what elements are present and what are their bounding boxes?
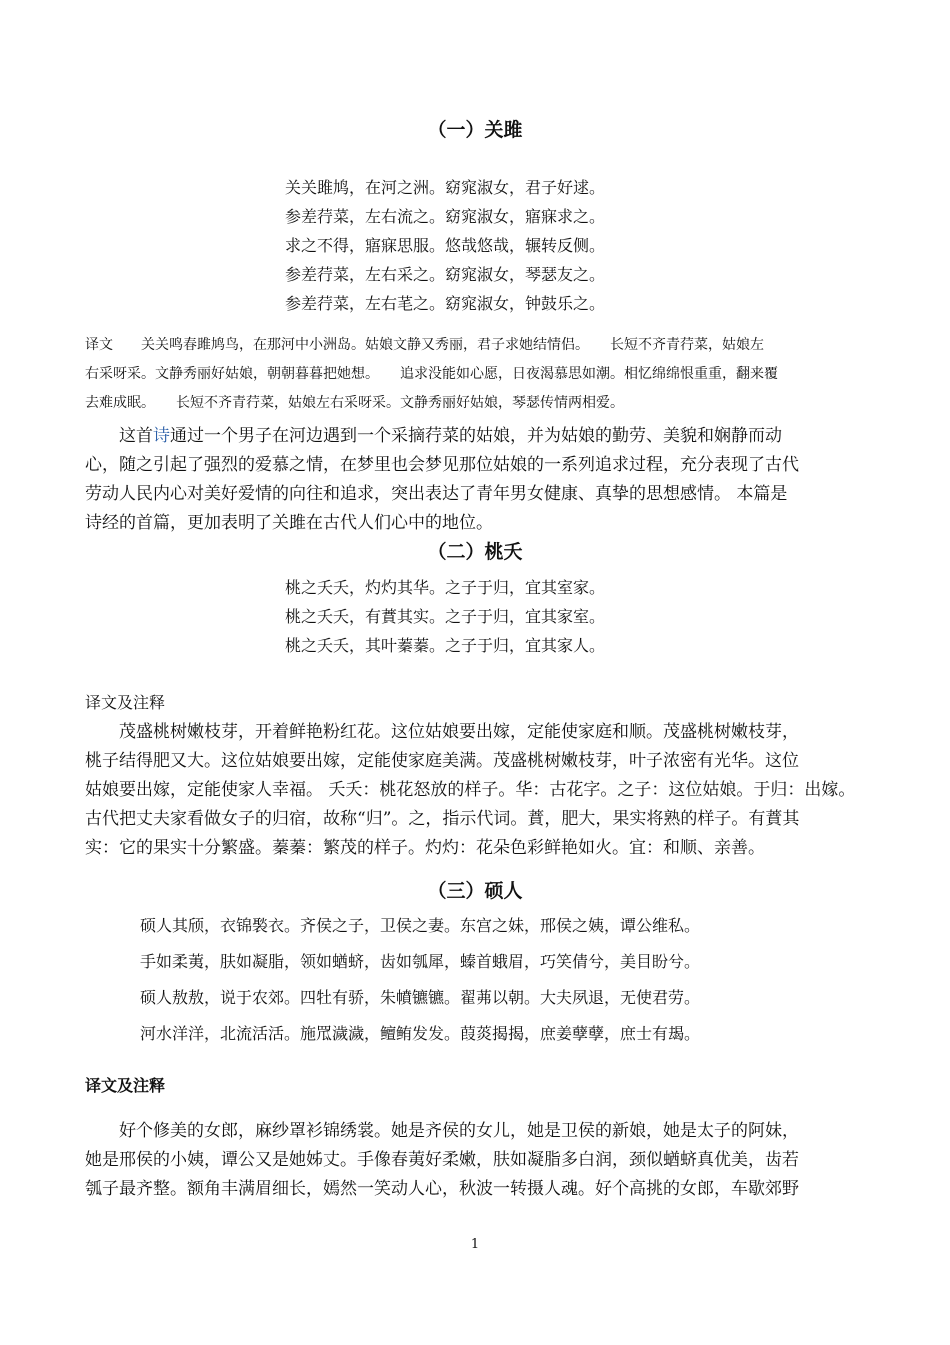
poem-line: 参差荇菜，左右流之。窈窕淑女，寤寐求之。 <box>285 207 606 226</box>
poem-line: 参差荇菜，左右芼之。窈窕淑女，钟鼓乐之。 <box>285 294 606 313</box>
section-title-shuoren: （三）硕人 <box>427 880 523 902</box>
notes-line: 实：它的果实十分繁盛。蓁蓁：繁茂的样子。灼灼：花朵色彩鲜艳如火。宜：和顺、亲善。 <box>85 838 765 858</box>
notes-line: 姑娘要出嫁，定能使家人幸福。 夭夭：桃花怒放的样子。华：古花字。之子：这位姑娘。于归：出嫁。 <box>85 780 856 800</box>
notes-line: 古代把丈夫家看做女子的归宿，故称“归”。之，指示代词。蕡，肥大，果实将熟的样子。有蕡其 <box>85 809 800 829</box>
poem-line: 桃之夭夭，灼灼其华。之子于归，宜其室家。 <box>285 578 606 597</box>
notes-line: 瓠子最齐整。额角丰满眉细长，嫣然一笑动人心，秋波一转摄人魂。好个高挑的女郎，车歇郊野 <box>85 1179 799 1199</box>
commentary-line <box>85 421 782 446</box>
poem-line: 求之不得，寤寐思服。悠哉悠哉，辗转反侧。 <box>285 236 606 255</box>
poem-line: 硕人其颀，衣锦褧衣。齐侯之子，卫侯之妻。东宫之妹，邢侯之姨，谭公维私。 <box>140 916 701 935</box>
poem-link[interactable]: 诗 <box>153 426 170 446</box>
commentary-line: 劳动人民内心对美好爱情的向往和追求，突出表达了青年男女健康、真挚的思想感情。 本篇是 <box>85 484 788 504</box>
notes-label: 译文及注释 <box>85 693 166 712</box>
section-title-taoyao: （二）桃夭 <box>427 541 523 563</box>
notes-line: 茂盛桃树嫩枝芽，开着鲜艳粉红花。这位姑娘要出嫁，定能使家庭和顺。茂盛桃树嫩枝芽， <box>85 722 799 742</box>
poem-line: 关关雎鸠，在河之洲。窈窕淑女，君子好逑。 <box>285 178 606 197</box>
poem-line: 手如柔荑，肤如凝脂，领如蝤蛴，齿如瓠犀，螓首蛾眉，巧笑倩兮，美目盼兮。 <box>140 952 701 971</box>
notes-line: 她是邢侯的小姨，谭公又是她姊丈。手像春荑好柔嫩，肤如凝脂多白润，颈似蝤蛴真优美，齿若 <box>85 1150 799 1170</box>
poem-line: 桃之夭夭，其叶蓁蓁。之子于归，宜其家人。 <box>285 636 606 655</box>
notes-label: 译文及注释 <box>85 1076 166 1095</box>
commentary-line: 诗经的首篇，更加表明了关雎在古代人们心中的地位。 <box>85 513 493 533</box>
poem-line: 河水洋洋，北流活活。施罛濊濊，鳣鲔发发。葭菼揭揭，庶姜孽孽，庶士有朅。 <box>140 1024 701 1043</box>
poem-line: 参差荇菜，左右采之。窈窕淑女，琴瑟友之。 <box>285 265 606 284</box>
translation-line: 去难成眠。 长短不齐青荇菜，姑娘左右采呀采。文静秀丽好姑娘，琴瑟传情两相爱。 <box>85 395 624 411</box>
poem-line: 桃之夭夭，有蕡其实。之子于归，宜其家室。 <box>285 607 606 626</box>
notes-line: 好个修美的女郎，麻纱罩衫锦绣裳。她是齐侯的女儿，她是卫侯的新娘，她是太子的阿妹， <box>85 1121 799 1141</box>
commentary-text: 这首 <box>85 426 153 446</box>
notes-line: 桃子结得肥又大。这位姑娘要出嫁，定能使家庭美满。茂盛桃树嫩枝芽，叶子浓密有光华。这位 <box>85 751 799 771</box>
page-number: 1 <box>470 1237 480 1252</box>
translation-line: 右采呀采。文静秀丽好姑娘，朝朝暮暮把她想。 追求没能如心愿，日夜渴慕思如潮。相忆绵绵恨重重，翻来覆 <box>85 366 778 382</box>
commentary-line: 心，随之引起了强烈的爱慕之情，在梦里也会梦见那位姑娘的一系列追求过程，充分表现了古代 <box>85 455 799 475</box>
translation-line: 译文 关关鸣春雎鸠鸟，在那河中小洲岛。姑娘文静又秀丽，君子求她结情侣。 长短不齐青荇菜，姑娘左 <box>85 337 764 353</box>
section-title-guanju: （一）关雎 <box>427 119 523 141</box>
poem-line: 硕人敖敖，说于农郊。四牡有骄，朱幩镳镳。翟茀以朝。大夫夙退，无使君劳。 <box>140 988 701 1007</box>
commentary-text: 通过一个男子在河边遇到一个采摘荇菜的姑娘，并为姑娘的勤劳、美貌和娴静而动 <box>170 426 782 446</box>
